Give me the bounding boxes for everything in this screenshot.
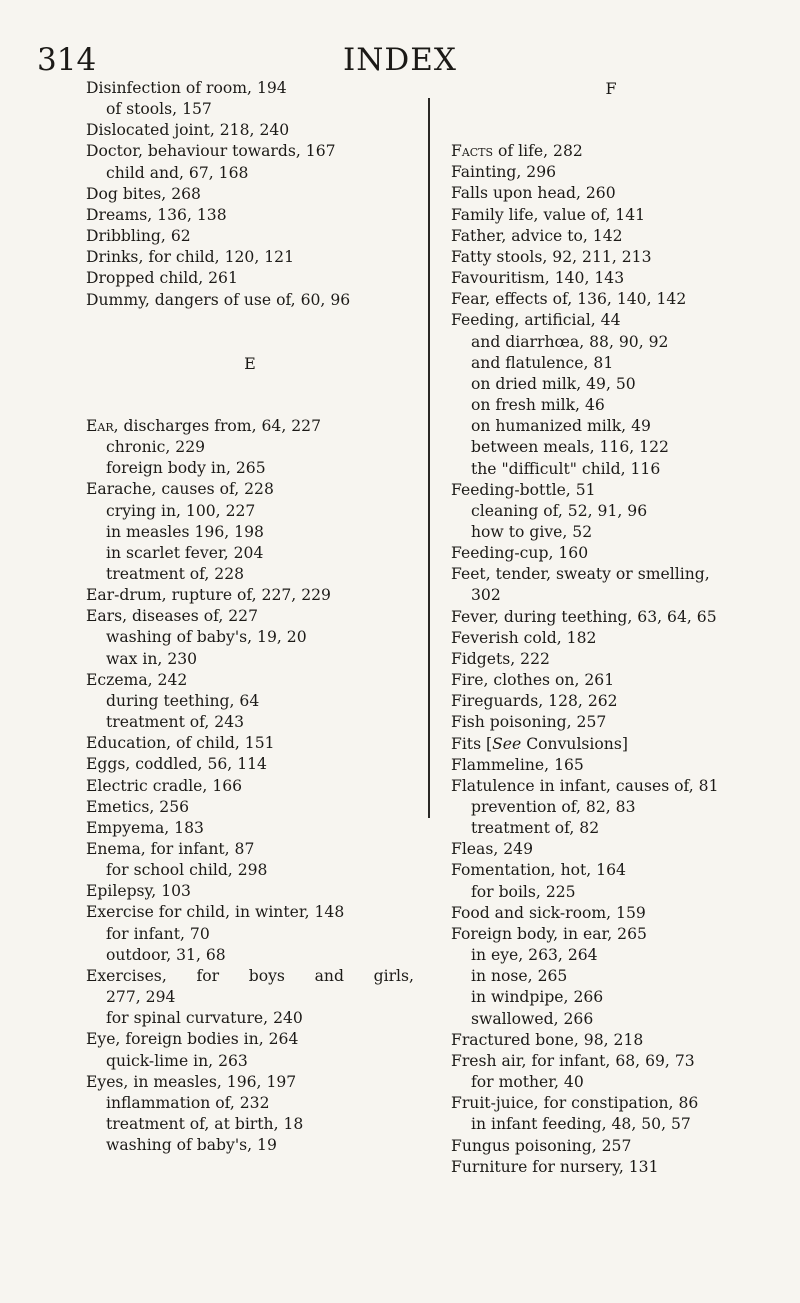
page-title: INDEX (343, 42, 457, 78)
index-entry: Dreams, 136, 138 (86, 205, 227, 224)
index-entry: Exercises, for boys and girls, (86, 966, 414, 985)
index-subentry: swallowed, 266 (471, 1009, 594, 1028)
index-entry: Feeding-bottle, 51 (451, 480, 596, 499)
index-subentry: on dried milk, 49, 50 (471, 374, 636, 393)
index-entry: Enema, for infant, 87 (86, 840, 255, 858)
index-entry: Favouritism, 140, 143 (451, 269, 625, 288)
index-subentry: and flatulence, 81 (471, 353, 614, 372)
column-divider (428, 98, 430, 818)
index-subentry: for mother, 40 (471, 1073, 584, 1092)
section-gap (451, 99, 771, 141)
index-subentry: in nose, 265 (471, 967, 568, 986)
section-letter: E (244, 353, 256, 373)
index-entry: Dummy, dangers of use of, 60, 96 (86, 290, 351, 309)
index-entry: Feeding, artificial, 44 (451, 311, 621, 330)
entry-text: of life, 282 (493, 142, 583, 161)
index-entry: Fractured bone, 98, 218 (451, 1030, 644, 1049)
index-subentry: in eye, 263, 264 (471, 946, 598, 965)
index-entry: Feet, tender, sweaty or smelling, (451, 565, 710, 584)
index-entry: Fleas, 249 (451, 840, 534, 859)
index-subentry: cleaning of, 52, 91, 96 (471, 501, 648, 520)
index-subentry: for spinal curvature, 240 (106, 1009, 303, 1028)
index-entry: Epilepsy, 103 (86, 882, 191, 901)
index-entry: Emetics, 256 (86, 797, 190, 816)
index-subentry: crying in, 100, 227 (106, 501, 256, 520)
index-entry: Fire, clothes on, 261 (451, 671, 615, 690)
entry-text: Convulsions] (521, 734, 628, 753)
index-subentry: child and, 67, 168 (106, 163, 249, 182)
index-entry: Fomentation, hot, 164 (451, 861, 626, 880)
index-subentry: wax in, 230 (106, 649, 198, 668)
section-letter: F (605, 79, 617, 98)
index-entry: Family life, value of, 141 (451, 205, 646, 224)
index-subentry: outdoor, 31, 68 (106, 945, 226, 964)
index-entry: Dribbling, 62 (86, 227, 191, 246)
index-entry: Fainting, 296 (451, 163, 557, 182)
index-column-left (86, 78, 414, 1156)
entry-text: Fits [ (451, 734, 493, 753)
page-header (0, 38, 800, 82)
index-subentry: on fresh milk, 46 (471, 396, 605, 415)
index-continuation: 277, 294 (106, 988, 176, 1007)
see-reference: See (492, 734, 522, 753)
section-gap (86, 374, 414, 416)
index-entry: Dropped child, 261 (86, 269, 238, 288)
index-entry: Dislocated joint, 218, 240 (86, 121, 290, 140)
index-entry (451, 141, 771, 162)
index-subentry: between meals, 116, 122 (471, 438, 669, 457)
index-entry: Feverish cold, 182 (451, 628, 597, 647)
index-entry: Flatulence in infant, causes of, 81 (451, 776, 719, 795)
index-entry: Feeding-cup, 160 (451, 544, 589, 563)
index-subentry: foreign body in, 265 (106, 459, 266, 478)
index-entry: Fidgets, 222 (451, 649, 550, 668)
index-entry (86, 416, 414, 437)
index-subentry: for boils, 225 (471, 882, 576, 901)
index-subentry: and diarrhœa, 88, 90, 92 (471, 332, 669, 351)
entry-lead-word: Ear (86, 416, 114, 435)
index-entry: Education, of child, 151 (86, 734, 275, 753)
index-subentry: washing of baby's, 19 (106, 1136, 277, 1155)
index-entry: Eczema, 242 (86, 670, 188, 689)
index-subentry: treatment of, 243 (106, 713, 245, 732)
page-number: 314 (37, 42, 97, 78)
index-subentry: for infant, 70 (106, 924, 210, 943)
index-subentry: treatment of, 228 (106, 564, 245, 583)
section-gap (86, 311, 414, 353)
index-entry: Fruit-juice, for constipation, 86 (451, 1094, 699, 1113)
index-subentry: treatment of, at birth, 18 (106, 1115, 304, 1134)
index-subentry: in measles 196, 198 (106, 522, 264, 541)
index-subentry: inflammation of, 232 (106, 1093, 270, 1112)
index-entry: Fresh air, for infant, 68, 69, 73 (451, 1051, 695, 1070)
index-entry: Fever, during teething, 63, 64, 65 (451, 607, 717, 626)
index-entry: Falls upon head, 260 (451, 184, 616, 203)
index-entry: Food and sick-room, 159 (451, 903, 646, 922)
index-subentry: prevention of, 82, 83 (471, 798, 636, 816)
index-subentry: in windpipe, 266 (471, 988, 604, 1007)
index-entry: Ear-drum, rupture of, 227, 229 (86, 586, 331, 605)
index-entry: Earache, causes of, 228 (86, 480, 274, 499)
index-entry: Father, advice to, 142 (451, 226, 623, 245)
index-entry: Flammeline, 165 (451, 755, 584, 774)
index-subentry: chronic, 229 (106, 438, 206, 457)
index-continuation: 302 (471, 586, 501, 605)
index-subentry: treatment of, 82 (471, 819, 600, 838)
entry-lead-word: Facts (451, 142, 494, 161)
index-column-right (451, 78, 771, 1178)
index-subentry: during teething, 64 (106, 691, 260, 710)
index-subentry: the "difficult" child, 116 (471, 459, 661, 478)
index-entry: Disinfection of room, 194 (86, 79, 287, 97)
index-entry: Dog bites, 268 (86, 184, 201, 203)
index-entry: Ears, diseases of, 227 (86, 607, 259, 626)
index-entry: Foreign body, in ear, 265 (451, 924, 647, 943)
index-entry: Fish poisoning, 257 (451, 713, 607, 732)
index-entry: Fireguards, 128, 262 (451, 692, 618, 711)
index-entry: Empyema, 183 (86, 818, 204, 837)
index-entry (451, 734, 771, 755)
index-entry: Furniture for nursery, 131 (451, 1157, 659, 1176)
index-entry: Drinks, for child, 120, 121 (86, 248, 295, 267)
index-entry: Fear, effects of, 136, 140, 142 (451, 290, 687, 309)
index-entry: Exercise for child, in winter, 148 (86, 903, 345, 922)
index-subentry: how to give, 52 (471, 522, 593, 541)
index-entry: Doctor, behaviour towards, 167 (86, 142, 336, 161)
index-entry: Eye, foreign bodies in, 264 (86, 1030, 299, 1049)
entry-text: , discharges from, 64, 227 (113, 416, 322, 435)
index-subentry: of stools, 157 (106, 100, 212, 119)
index-entry: Eyes, in measles, 196, 197 (86, 1072, 297, 1091)
index-entry: Electric cradle, 166 (86, 776, 243, 795)
index-subentry: quick-lime in, 263 (106, 1051, 248, 1070)
index-subentry: in scarlet fever, 204 (106, 543, 264, 562)
index-subentry: washing of baby's, 19, 20 (106, 628, 307, 647)
index-entry: Eggs, coddled, 56, 114 (86, 755, 267, 774)
index-entry: Fungus poisoning, 257 (451, 1136, 632, 1155)
index-subentry: on humanized milk, 49 (471, 417, 651, 436)
index-entry: Fatty stools, 92, 211, 213 (451, 247, 652, 266)
index-subentry: in infant feeding, 48, 50, 57 (471, 1115, 691, 1134)
index-subentry: for school child, 298 (106, 861, 268, 880)
